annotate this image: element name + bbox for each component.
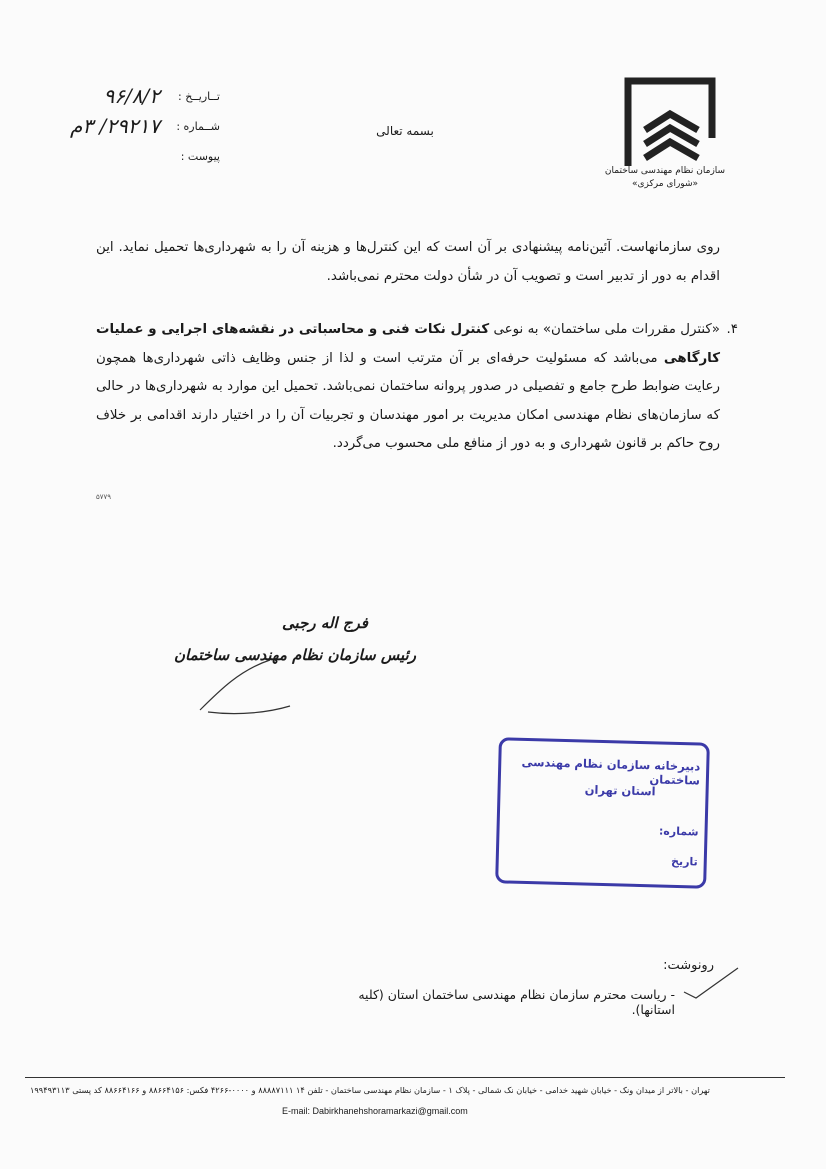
secretariat-stamp (495, 737, 710, 888)
logo-caption (600, 165, 730, 191)
number-row (40, 114, 220, 144)
paragraph-4-bold: کنترل نکات فنی و محاسباتی در نقشه‌های اجرایی و عملیات کارگاهی (96, 322, 720, 366)
paragraph-4-part2: می‌باشد که مسئولیت حرفه‌ای بر آن مترتب است و لذا از جنس وظایف ذاتی شهرداری‌ها همچون رعایت ضوابط طرح جامع و تفصیلی در صدور پروانه ساختمان نمی‌باشد. تحمیل این موارد به شهرداری‌ها در حالی که سازمان‌های نظام مهندسی امکان مدیریت بر امور مهندسان و تجربیات آن را در اختیار دارند اقدامی بر خلاف روح حاکم بر قانون شهرداری و به دور از منافع ملی محسوب می‌گردد. (96, 350, 720, 451)
copy-label: رونوشت: (663, 958, 714, 973)
signer-title: رئیس سازمان نظام مهندسی ساختمان (174, 646, 416, 664)
attachment-row (40, 144, 220, 174)
attachment-label: پیوست : (180, 150, 220, 163)
footer-address: تهران - بالاتر از میدان ونک - خیابان شهید خدامی - خیابان نک شمالی - پلاک ۱ - سازمان نظام مهندسی ساختمان - تلفن ۱۴ ۸۸۸۸۷۱۱۱ و ۰۰۰۰-۴۲۶۶ فکس: ۸۸۶۶۴۱۵۶ و ۸۸۶۶۴۱۶۶ کد پستی ۱۹۹۴۹۳۱۱۳ (30, 1085, 710, 1095)
number-value: ۲۹۲۱۷/ ۳م (70, 114, 160, 138)
footer-divider (25, 1077, 785, 1078)
stamp-line1: دبیرخانه سازمان نظام مهندسی ساختمان (521, 754, 701, 788)
footer-email: E-mail: Dabirkhanehshoramarkazi@gmail.com (282, 1106, 468, 1116)
signer-name: فرج اله رجبی (282, 614, 368, 632)
date-value: ۹۶/۸/۲ (103, 84, 160, 108)
date-row (40, 84, 220, 114)
stamp-number-label: شماره: (658, 824, 699, 839)
paragraph-number: ۴. (726, 322, 738, 337)
number-label: شــماره : (176, 120, 220, 133)
letter-meta (40, 84, 220, 174)
check-mark-icon (682, 964, 742, 1004)
paragraph-3-end: روی سازمانهاست. آئین‌نامه پیشنهادی بر آن است که این کنترل‌ها و هزینه آن را به شهرداری‌ها تحمیل نماید. این اقدام به دور از تدبیر است و تصویب آن در شأن دولت محترم نمی‌باشد. (96, 240, 720, 284)
small-note: ۵۷۷۹ (96, 493, 112, 501)
logo-caption-line2: «شورای مرکزی» (631, 179, 699, 189)
copy-item: - ریاست محترم سازمان نظام مهندسی ساختمان استان (کلیه استانها). (358, 987, 675, 1017)
paragraph-4-part1: «کنترل مقررات ملی ساختمان» به نوعی (493, 322, 720, 337)
paragraph-4 (96, 316, 738, 459)
basmala: بسمه تعالی (376, 124, 434, 138)
logo-caption-line1: سازمان نظام مهندسی ساختمان (604, 166, 726, 176)
stamp-date-label: تاریخ (670, 854, 698, 869)
stamp-line2: استان تهران (584, 782, 656, 799)
date-label: تــاریــخ : (178, 90, 220, 103)
